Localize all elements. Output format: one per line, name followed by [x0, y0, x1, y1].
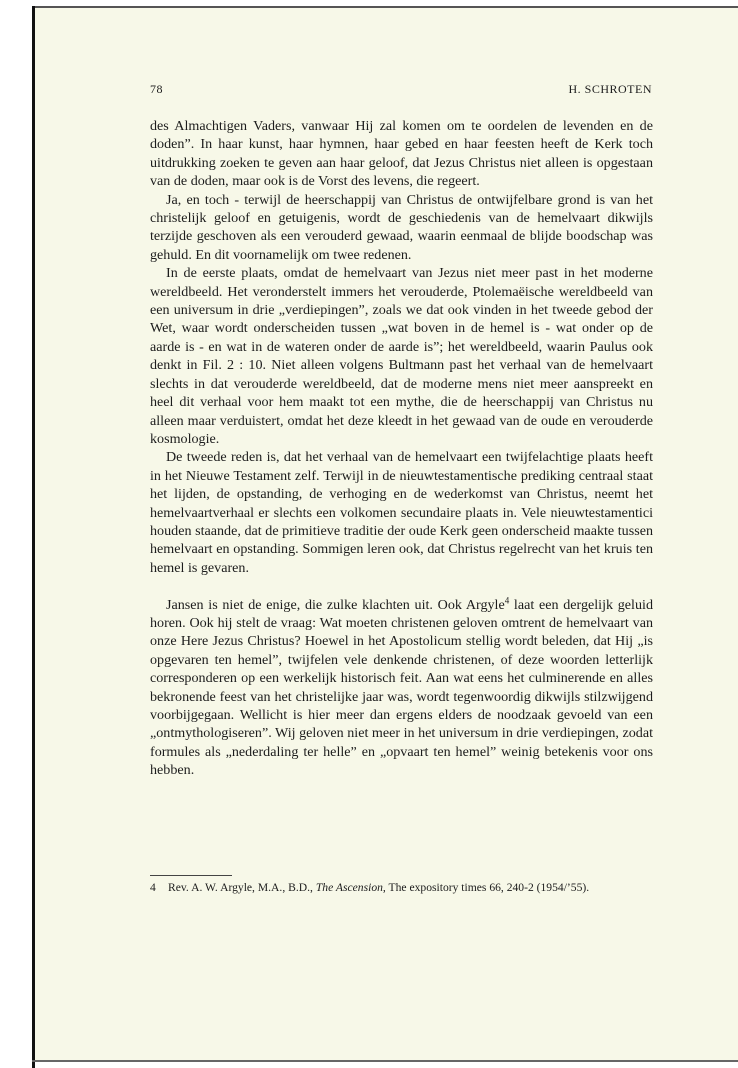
running-head: H. SCHROTEN [568, 82, 652, 96]
footnote-number: 4 [150, 881, 156, 894]
paragraph-jansen [150, 596, 653, 780]
paragraph: In de eerste plaats, omdat de hemelvaart van Jezus niet meer past in het moderne wereldbeeld. Het veronderstelt immers het verouderde, Ptolemaëische wereldbeeld van een universum in drie „verdiepingen”, zoals we dat ook vinden in het tweede gebod der Wet, waar wordt onderscheiden tussen „wat boven in de hemel is - wat onder op de aarde is - en wat in de wateren onder de aarde is”; het wereldbeeld, waarin Paulus ook denkt in Fil. 2 : 10. Niet alleen volgens Bultmann past het verhaal van de hemelvaart slechts in dat verouderde wereldbeeld, dat de moderne mens niet meer aanspreekt en heel dit verhaal voor hem maakt tot een mythe, die de heerschappij van Christus nu alleen maar verduistert, omdat het deze kleedt in het gewaad van de oude en verouderde kosmologie. [150, 265, 653, 447]
footnote-text [168, 880, 653, 896]
paragraph-text: Jansen is niet de enige, die zulke klachten uit. Ook Argyle [166, 596, 505, 613]
footnote-author: Rev. A. W. Argyle, M.A., B.D., [168, 881, 316, 894]
scan-edge-left [32, 6, 35, 1068]
scan-edge-bottom [32, 1060, 738, 1062]
footnote-source: The expository times 66, 240-2 (1954/’55). [385, 881, 590, 894]
footnote-reference: 4 [504, 594, 510, 605]
footnote-title: The Ascension, [315, 881, 386, 894]
page-number: 78 [150, 82, 163, 96]
paragraph: De tweede reden is, dat het verhaal van de hemelvaart een twijfelachtige plaats heeft in het Nieuwe Testament zelf. Terwijl in de nieuwtestamentische prediking centraal staat het lijden, de opstanding, de verhoging en de wederkomst van Christus, neemt het hemelvaartverhaal er slechts een volkomen secundaire plaats in. Vele nieuwtestamentici houden staande, dat de primitieve traditie der oude Kerk geen onderscheid maakte tussen hemelvaart en opstanding. Sommigen leren ook, dat Christus regelrecht van het kruis ten hemel is gevaren. [150, 449, 653, 576]
page-header [150, 82, 652, 102]
paragraph-text: laat een dergelijk geluid horen. Ook hij stelt de vraag: Wat moeten christenen geloven omtrent de hemelvaart van onze Here Jezus Christus? Hoewel in het Apostolicum stellig wordt beleden, dat Hij „is opgevaren ten hemel”, twijfelen vele denkende christenen, of deze woorden letterlijk corresponderen op een werkelijk historisch feit. Aan wat eens het culminerende en alles bekronende feest van het christelijke jaar was, wordt tegenwoordig dikwijls stilzwijgend voorbijgegaan. Wellicht is hier meer dan ergens elders de noodzaak gevoeld van een „ontmythologiseren”. Wij geloven niet meer in het universum in drie verdiepingen, zodat formules als „nederdaling ter helle” en „opvaart ten hemel” weinig betekenis voor ons hebben. [150, 596, 653, 779]
paragraph: des Almachtigen Vaders, vanwaar Hij zal komen om te oordelen de levenden en de doden”. In haar kunst, haar hymnen, haar gebed en haar feesten heeft de Kerk toch uitdrukking zoeken te geven aan haar geloof, dat Jezus Christus niet alleen is opgestaan van de doden, maar ook is de Vorst des levens, die regeert. [150, 118, 653, 190]
body-text [150, 117, 653, 780]
footnote-rule [150, 875, 232, 876]
paragraph: Ja, en toch - terwijl de heerschappij van Christus de ontwijfelbare grond is van het christelijk geloof en getuigenis, wordt de geschiedenis van de hemelvaart dikwijls terzijde geschoven als een verouderd gewaad, waarin eenmaal de blijde boodschap was gehuld. En dit voornamelijk om twee redenen. [150, 191, 653, 263]
scan-edge-top [32, 6, 738, 8]
footnote [150, 880, 653, 896]
